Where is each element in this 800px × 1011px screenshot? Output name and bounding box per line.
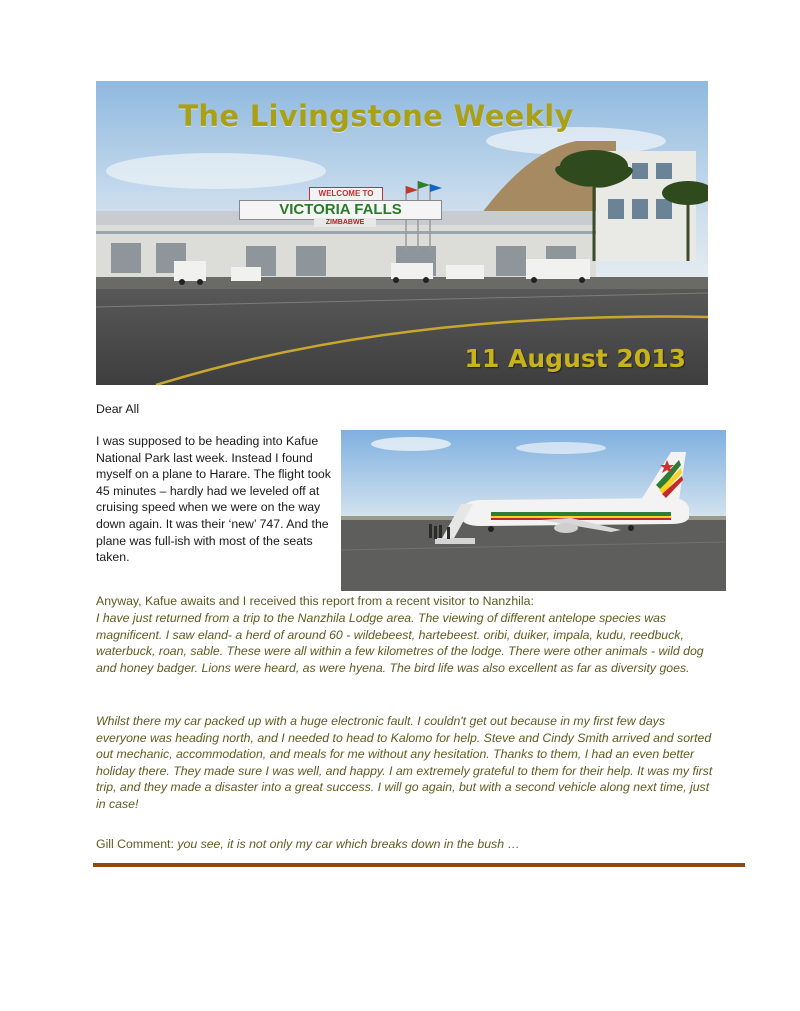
section-divider (93, 863, 745, 867)
comment-text: you see, it is not only my car which breaks down in the bush … (177, 837, 520, 851)
intro-paragraph: I was supposed to be heading into Kafue National Park last week. Instead I found myself on a plane to Harare. The flight took 45 minutes – hardly had we leveled off at cruising speed when we were on the way down again. It was their ‘new’ 747. And the plane was full-ish with most of the seats taken. (96, 434, 331, 565)
gill-comment (96, 836, 716, 853)
header-banner (96, 81, 708, 385)
sign-zimbabwe: ZIMBABWE (314, 218, 376, 227)
newsletter-title: The Livingstone Weekly (178, 99, 574, 133)
aircraft-image (341, 430, 726, 591)
visitor-report-paragraph-2: Whilst there my car packed up with a huge electronic fault. I couldn't get out because in my first few days everyone was heading north, and I needed to head to Kalomo for help. Steve and Cindy Smith arrived and sorted out mechanic, accommodation, and meals for me without any hesitation. Thanks to them, I had an even better holiday there. They made sure I was well, and happy. I am extremely grateful to them for their help. It was my first trip, and they made a disaster into a great success. I will go again, but with a second vehicle along next time, just in case! (96, 714, 713, 811)
issue-date: 11 August 2013 (464, 344, 686, 373)
comment-label: Gill Comment: (96, 837, 174, 851)
sign-welcome: WELCOME TO (309, 187, 383, 201)
plane-photo (341, 430, 726, 591)
sign-victoria-falls: VICTORIA FALLS (239, 200, 442, 220)
greeting: Dear All (96, 402, 140, 416)
kafue-intro: Anyway, Kafue awaits and I received this report from a recent visitor to Nanzhila: (96, 594, 534, 608)
visitor-report-paragraph-1: I have just returned from a trip to the Nanzhila Lodge area. The viewing of different antelope species was magnificent. I saw eland- a herd of around 60 - wildebeest, hartebeest. oribi, duiker, impala, kudu, reedbuck, waterbuck, roan, sable. These were all within a few kilometres of the lodge. There were other animals - wild dog and honey badger. Lions were heard, as were hyena. The bird life was also excellent as far as diversity goes. (96, 611, 704, 675)
